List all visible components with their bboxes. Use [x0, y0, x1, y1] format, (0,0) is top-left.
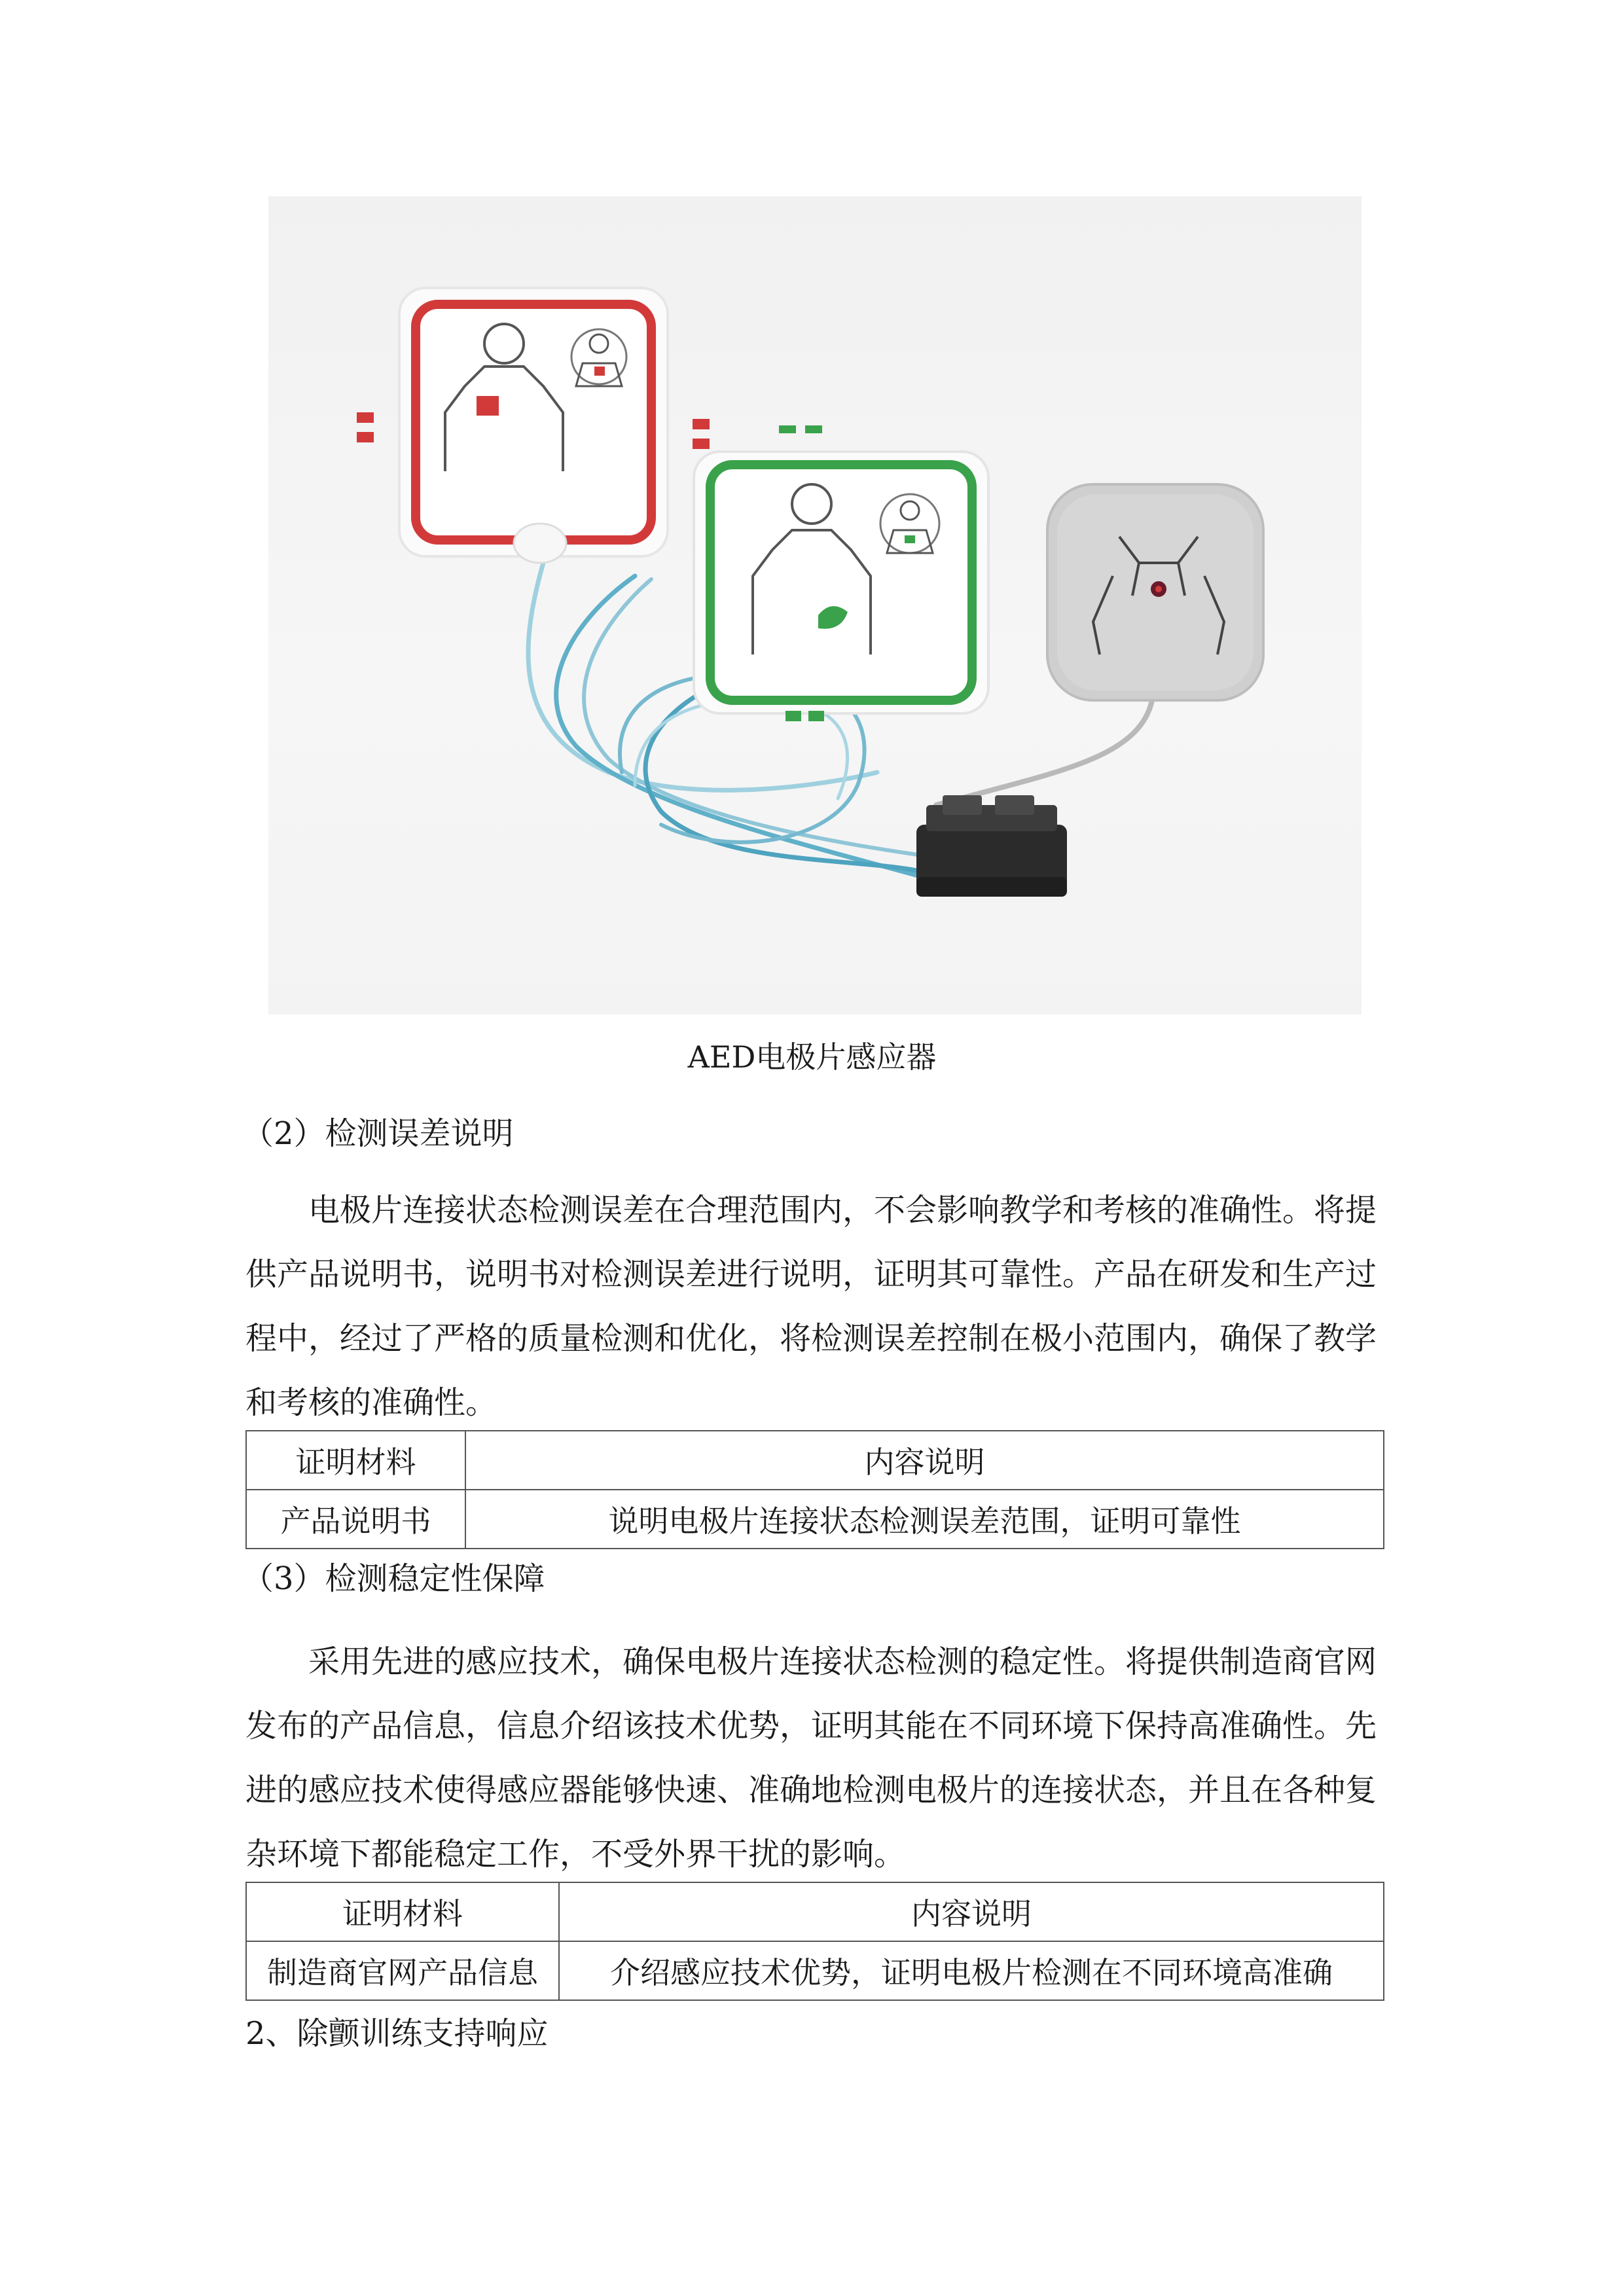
table-header-cell: 内容说明 — [465, 1431, 1384, 1490]
section-heading-defib-training: 2、除颤训练支持响应 — [245, 2015, 549, 2052]
table-cell: 说明电极片连接状态检测误差范围，证明可靠性 — [465, 1490, 1384, 1549]
evidence-table-2 — [245, 1882, 1384, 2001]
table-header-row — [246, 1882, 1384, 1941]
evidence-table-1 — [245, 1430, 1384, 1549]
section-heading-detection-stability: （3）检测稳定性保障 — [242, 1560, 545, 1597]
paragraph-detection-stability — [245, 1630, 1384, 1886]
table-row — [246, 1490, 1384, 1549]
connector-icon — [916, 795, 1067, 897]
section-heading-detection-error: （2）检测误差说明 — [242, 1115, 514, 1152]
aed-pads-figure — [268, 196, 1362, 1014]
table-cell: 制造商官网产品信息 — [246, 1941, 559, 2000]
paragraph-detection-error — [245, 1178, 1384, 1435]
adult-pad-red-icon — [357, 288, 710, 563]
paragraph-text: 采用先进的感应技术，确保电极片连接状态检测的稳定性。将提供制造商官网发布的产品信息，信息介绍该技术优势，证明其能在不同环境下保持高准确性。先进的感应技术使得感应器能够快速、准确地检测电极片的连接状态，并且在各种复杂环境下都能稳定工作，不受外界干扰的影响。 — [245, 1643, 1377, 1873]
child-pad-green-icon — [694, 425, 988, 721]
paragraph-text: 电极片连接状态检测误差在合理范围内，不会影响教学和考核的准确性。将提供产品说明书，说明书对检测误差进行说明，证明其可靠性。产品在研发和生产过程中，经过了严格的质量检测和优化，将检测误差控制在极小范围内，确保了教学和考核的准确性。 — [245, 1192, 1377, 1421]
table-header-cell: 证明材料 — [246, 1431, 465, 1490]
table-cell: 介绍感应技术优势，证明电极片检测在不同环境高准确 — [559, 1941, 1384, 2000]
table-header-cell: 内容说明 — [559, 1882, 1384, 1941]
aed-pads-illustration — [268, 196, 1362, 1014]
table-cell: 产品说明书 — [246, 1490, 465, 1549]
table-row — [246, 1941, 1384, 2000]
table-header-row — [246, 1431, 1384, 1490]
training-sensor-pad-icon — [1047, 484, 1263, 700]
figure-caption: AED电极片感应器 — [687, 1039, 937, 1075]
table-header-cell: 证明材料 — [246, 1882, 559, 1941]
